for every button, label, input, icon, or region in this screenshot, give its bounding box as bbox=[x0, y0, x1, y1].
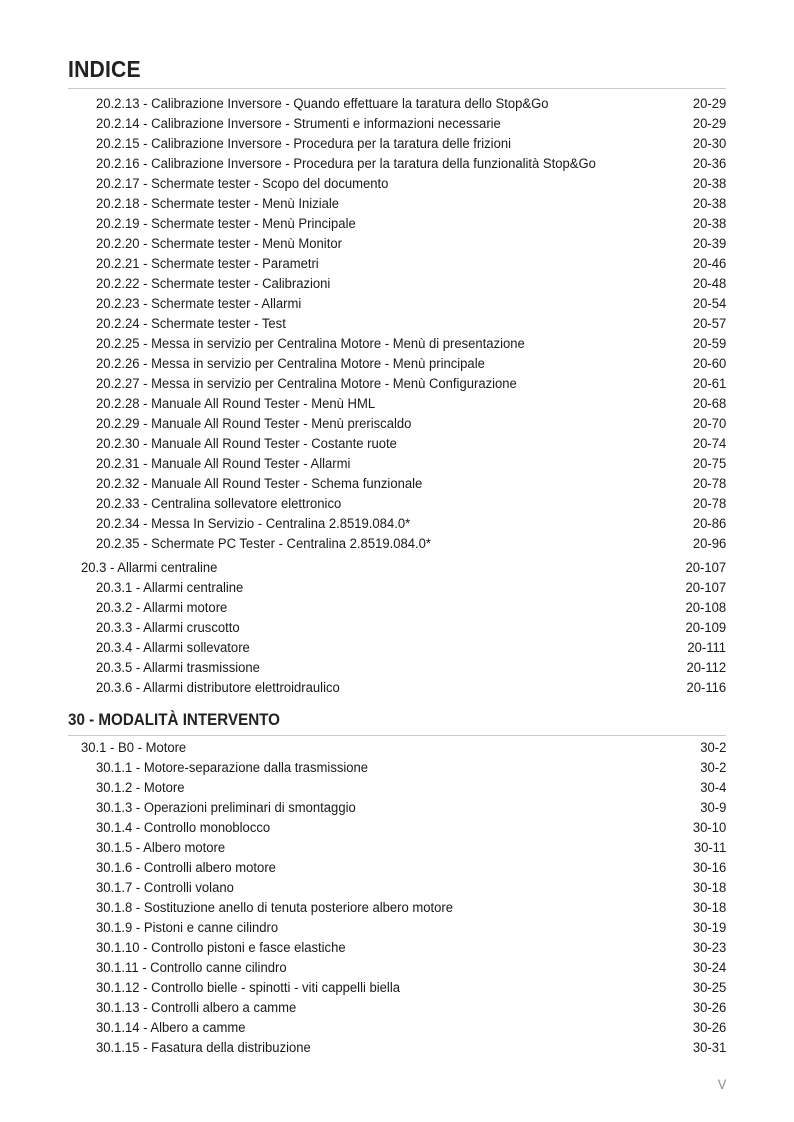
toc-entry-title: 20.2.20 - Schermate tester - Menù Monitor bbox=[96, 236, 342, 252]
toc-entry-title: 20.3.2 - Allarmi motore bbox=[96, 600, 228, 616]
toc-entry-title: 30.1 - B0 - Motore bbox=[81, 740, 187, 756]
toc-entry-page: 20-111 bbox=[687, 640, 726, 656]
toc-group-20-2 bbox=[0, 94, 794, 554]
toc-subsection-header[interactable] bbox=[0, 738, 794, 758]
toc-entry-page: 30-2 bbox=[699, 740, 726, 756]
toc-entry-title: 20.2.16 - Calibrazione Inversore - Procedura per la taratura della funzionalità Stop&Go bbox=[96, 156, 596, 172]
toc-entry-page: 20-75 bbox=[692, 456, 726, 472]
toc-entry-page: 20-60 bbox=[692, 356, 726, 372]
toc-entry[interactable] bbox=[0, 678, 794, 698]
toc-entry[interactable] bbox=[0, 254, 794, 274]
toc-entry-page: 30-25 bbox=[692, 980, 726, 996]
toc-entry-page: 20-61 bbox=[692, 376, 726, 392]
toc-entry-page: 30-11 bbox=[693, 840, 726, 856]
toc-entry-title: 20.2.15 - Calibrazione Inversore - Procedura per la taratura delle frizioni bbox=[96, 136, 511, 152]
toc-entry-title: 30.1.13 - Controlli albero a camme bbox=[96, 1000, 297, 1016]
toc-entry[interactable] bbox=[0, 778, 794, 798]
toc-entry[interactable] bbox=[0, 618, 794, 638]
toc-entry[interactable] bbox=[0, 414, 794, 434]
toc-entry[interactable] bbox=[0, 958, 794, 978]
toc-entry-title: 30.1.8 - Sostituzione anello di tenuta posteriore albero motore bbox=[96, 900, 453, 916]
toc-entry-title: 20.2.18 - Schermate tester - Menù Iniziale bbox=[96, 196, 340, 212]
toc-entry-title: 20.3 - Allarmi centraline bbox=[81, 560, 218, 576]
toc-entry-page: 20-29 bbox=[692, 96, 726, 112]
toc-entry-title: 20.2.26 - Messa in servizio per Centralina Motore - Menù principale bbox=[96, 356, 485, 372]
toc-entry[interactable] bbox=[0, 578, 794, 598]
toc-entry-title: 20.3.5 - Allarmi trasmissione bbox=[96, 660, 260, 676]
toc-entry-title: 30.1.10 - Controllo pistoni e fasce elastiche bbox=[96, 940, 346, 956]
toc-entry[interactable] bbox=[0, 94, 794, 114]
toc-entry-page: 30-26 bbox=[692, 1000, 726, 1016]
toc-entry-title: 30.1.6 - Controlli albero motore bbox=[96, 860, 276, 876]
toc-entry-title: 20.2.33 - Centralina sollevatore elettronico bbox=[96, 496, 342, 512]
toc-entry-title: 30.1.4 - Controllo monoblocco bbox=[96, 820, 271, 836]
toc-entry[interactable] bbox=[0, 758, 794, 778]
toc-entry-title: 30.1.3 - Operazioni preliminari di smontaggio bbox=[96, 800, 356, 816]
toc-entry-page: 30-18 bbox=[692, 880, 726, 896]
toc-entry-title: 20.2.22 - Schermate tester - Calibrazioni bbox=[96, 276, 331, 292]
toc-entry-title: 30.1.2 - Motore bbox=[96, 780, 185, 796]
toc-entry-page: 30-24 bbox=[692, 960, 726, 976]
table-of-contents bbox=[0, 94, 794, 1058]
toc-entry[interactable] bbox=[0, 434, 794, 454]
toc-entry-title: 20.2.35 - Schermate PC Tester - Centralina 2.8519.084.0* bbox=[96, 536, 431, 552]
toc-entry-title: 30.1.11 - Controllo canne cilindro bbox=[96, 960, 287, 976]
toc-subsection-header[interactable] bbox=[0, 558, 794, 578]
toc-entry-page: 20-70 bbox=[692, 416, 726, 432]
toc-entry-title: 20.3.6 - Allarmi distributore elettroidraulico bbox=[96, 680, 340, 696]
toc-entry[interactable] bbox=[0, 114, 794, 134]
toc-entry-page: 20-86 bbox=[692, 516, 726, 532]
toc-entry-page: 30-18 bbox=[692, 900, 726, 916]
toc-entry-title: 30.1.9 - Pistoni e canne cilindro bbox=[96, 920, 279, 936]
toc-entry-page: 20-48 bbox=[692, 276, 726, 292]
toc-group-30-1 bbox=[0, 738, 794, 1058]
toc-entry-page: 20-112 bbox=[686, 660, 726, 676]
toc-entry-page: 20-78 bbox=[692, 496, 726, 512]
toc-entry-page: 30-26 bbox=[692, 1020, 726, 1036]
toc-entry[interactable] bbox=[0, 334, 794, 354]
toc-entry-page: 20-107 bbox=[685, 560, 726, 576]
toc-entry-title: 20.2.30 - Manuale All Round Tester - Costante ruote bbox=[96, 436, 397, 452]
toc-entry[interactable] bbox=[0, 534, 794, 554]
toc-entry-title: 20.2.27 - Messa in servizio per Centralina Motore - Menù Configurazione bbox=[96, 376, 517, 392]
toc-entry[interactable] bbox=[0, 838, 794, 858]
toc-entry-page: 30-4 bbox=[699, 780, 726, 796]
toc-entry-page: 20-29 bbox=[692, 116, 726, 132]
toc-entry[interactable] bbox=[0, 134, 794, 154]
toc-entry-title: 20.2.25 - Messa in servizio per Centralina Motore - Menù di presentazione bbox=[96, 336, 525, 352]
toc-entry-page: 20-57 bbox=[692, 316, 726, 332]
toc-entry-title: 20.2.29 - Manuale All Round Tester - Menù preriscaldo bbox=[96, 416, 412, 432]
toc-entry[interactable] bbox=[0, 998, 794, 1018]
toc-entry-title: 20.2.13 - Calibrazione Inversore - Quando effettuare la taratura dello Stop&Go bbox=[96, 96, 549, 112]
toc-entry-page: 30-16 bbox=[692, 860, 726, 876]
section-heading bbox=[0, 708, 794, 738]
page-title: INDICE bbox=[68, 56, 141, 82]
toc-entry[interactable] bbox=[0, 978, 794, 998]
toc-entry[interactable] bbox=[0, 494, 794, 514]
toc-entry-title: 30.1.12 - Controllo bielle - spinotti - viti cappelli biella bbox=[96, 980, 400, 996]
toc-entry[interactable] bbox=[0, 858, 794, 878]
toc-entry-page: 30-19 bbox=[692, 920, 726, 936]
toc-entry-page: 20-116 bbox=[686, 680, 726, 696]
toc-entry[interactable] bbox=[0, 234, 794, 254]
toc-entry[interactable] bbox=[0, 898, 794, 918]
toc-entry[interactable] bbox=[0, 798, 794, 818]
toc-entry-title: 20.2.32 - Manuale All Round Tester - Schema funzionale bbox=[96, 476, 423, 492]
toc-entry[interactable] bbox=[0, 214, 794, 234]
toc-entry[interactable] bbox=[0, 938, 794, 958]
toc-entry-page: 20-109 bbox=[685, 620, 726, 636]
toc-entry[interactable] bbox=[0, 354, 794, 374]
toc-entry[interactable] bbox=[0, 314, 794, 334]
toc-entry-title: 20.2.23 - Schermate tester - Allarmi bbox=[96, 296, 302, 312]
toc-entry[interactable] bbox=[0, 274, 794, 294]
title-divider bbox=[68, 88, 726, 89]
toc-entry-title: 20.3.3 - Allarmi cruscotto bbox=[96, 620, 240, 636]
toc-entry-page: 30-10 bbox=[692, 820, 726, 836]
toc-entry-page: 20-38 bbox=[692, 216, 726, 232]
toc-entry-title: 20.2.17 - Schermate tester - Scopo del documento bbox=[96, 176, 389, 192]
toc-entry-title: 20.2.21 - Schermate tester - Parametri bbox=[96, 256, 319, 272]
toc-entry-title: 30.1.1 - Motore-separazione dalla trasmissione bbox=[96, 760, 369, 776]
toc-entry-title: 30.1.15 - Fasatura della distribuzione bbox=[96, 1040, 311, 1056]
toc-entry-page: 20-36 bbox=[692, 156, 726, 172]
toc-entry[interactable] bbox=[0, 598, 794, 618]
toc-entry[interactable] bbox=[0, 878, 794, 898]
toc-entry-page: 30-9 bbox=[699, 800, 726, 816]
toc-entry[interactable] bbox=[0, 918, 794, 938]
toc-group-20-3 bbox=[0, 558, 794, 698]
section-heading-text[interactable]: 30 - MODALITÀ INTERVENTO bbox=[68, 711, 280, 729]
toc-entry-title: 20.2.28 - Manuale All Round Tester - Menù HML bbox=[96, 396, 376, 412]
toc-entry-page: 20-96 bbox=[692, 536, 726, 552]
toc-entry-title: 20.2.24 - Schermate tester - Test bbox=[96, 316, 286, 332]
toc-entry-page: 20-38 bbox=[692, 196, 726, 212]
toc-entry-page: 20-78 bbox=[692, 476, 726, 492]
page-number: V bbox=[717, 1076, 726, 1092]
toc-entry[interactable] bbox=[0, 658, 794, 678]
section-divider bbox=[68, 735, 726, 736]
toc-entry[interactable] bbox=[0, 514, 794, 534]
toc-entry-page: 30-2 bbox=[699, 760, 726, 776]
toc-entry-title: 20.2.34 - Messa In Servizio - Centralina 2.8519.084.0* bbox=[96, 516, 411, 532]
toc-entry-title: 20.2.14 - Calibrazione Inversore - Strumenti e informazioni necessarie bbox=[96, 116, 501, 132]
toc-entry-page: 30-23 bbox=[692, 940, 726, 956]
toc-entry[interactable] bbox=[0, 454, 794, 474]
toc-entry-page: 20-74 bbox=[692, 436, 726, 452]
toc-entry[interactable] bbox=[0, 638, 794, 658]
toc-entry[interactable] bbox=[0, 394, 794, 414]
toc-entry-page: 30-31 bbox=[692, 1040, 726, 1056]
toc-entry-page: 20-68 bbox=[692, 396, 726, 412]
toc-entry-title: 20.2.31 - Manuale All Round Tester - Allarmi bbox=[96, 456, 351, 472]
toc-entry[interactable] bbox=[0, 194, 794, 214]
toc-entry-page: 20-38 bbox=[692, 176, 726, 192]
toc-entry[interactable] bbox=[0, 474, 794, 494]
toc-entry[interactable] bbox=[0, 818, 794, 838]
toc-entry-title: 20.3.1 - Allarmi centraline bbox=[96, 580, 244, 596]
toc-entry-title: 30.1.14 - Albero a camme bbox=[96, 1020, 246, 1036]
toc-entry-page: 20-54 bbox=[692, 296, 726, 312]
toc-entry-title: 20.2.19 - Schermate tester - Menù Principale bbox=[96, 216, 356, 232]
toc-entry-title: 20.3.4 - Allarmi sollevatore bbox=[96, 640, 250, 656]
toc-entry-page: 20-107 bbox=[685, 580, 726, 596]
toc-entry-page: 20-39 bbox=[692, 236, 726, 252]
toc-entry-title: 30.1.5 - Albero motore bbox=[96, 840, 226, 856]
toc-entry-page: 20-59 bbox=[692, 336, 726, 352]
toc-entry[interactable] bbox=[0, 1018, 794, 1038]
toc-entry[interactable] bbox=[0, 294, 794, 314]
toc-entry[interactable] bbox=[0, 374, 794, 394]
toc-entry[interactable] bbox=[0, 174, 794, 194]
toc-entry-page: 20-108 bbox=[685, 600, 726, 616]
toc-entry-page: 20-46 bbox=[692, 256, 726, 272]
toc-entry[interactable] bbox=[0, 1038, 794, 1058]
toc-entry-page: 20-30 bbox=[692, 136, 726, 152]
toc-entry[interactable] bbox=[0, 154, 794, 174]
toc-entry-title: 30.1.7 - Controlli volano bbox=[96, 880, 234, 896]
